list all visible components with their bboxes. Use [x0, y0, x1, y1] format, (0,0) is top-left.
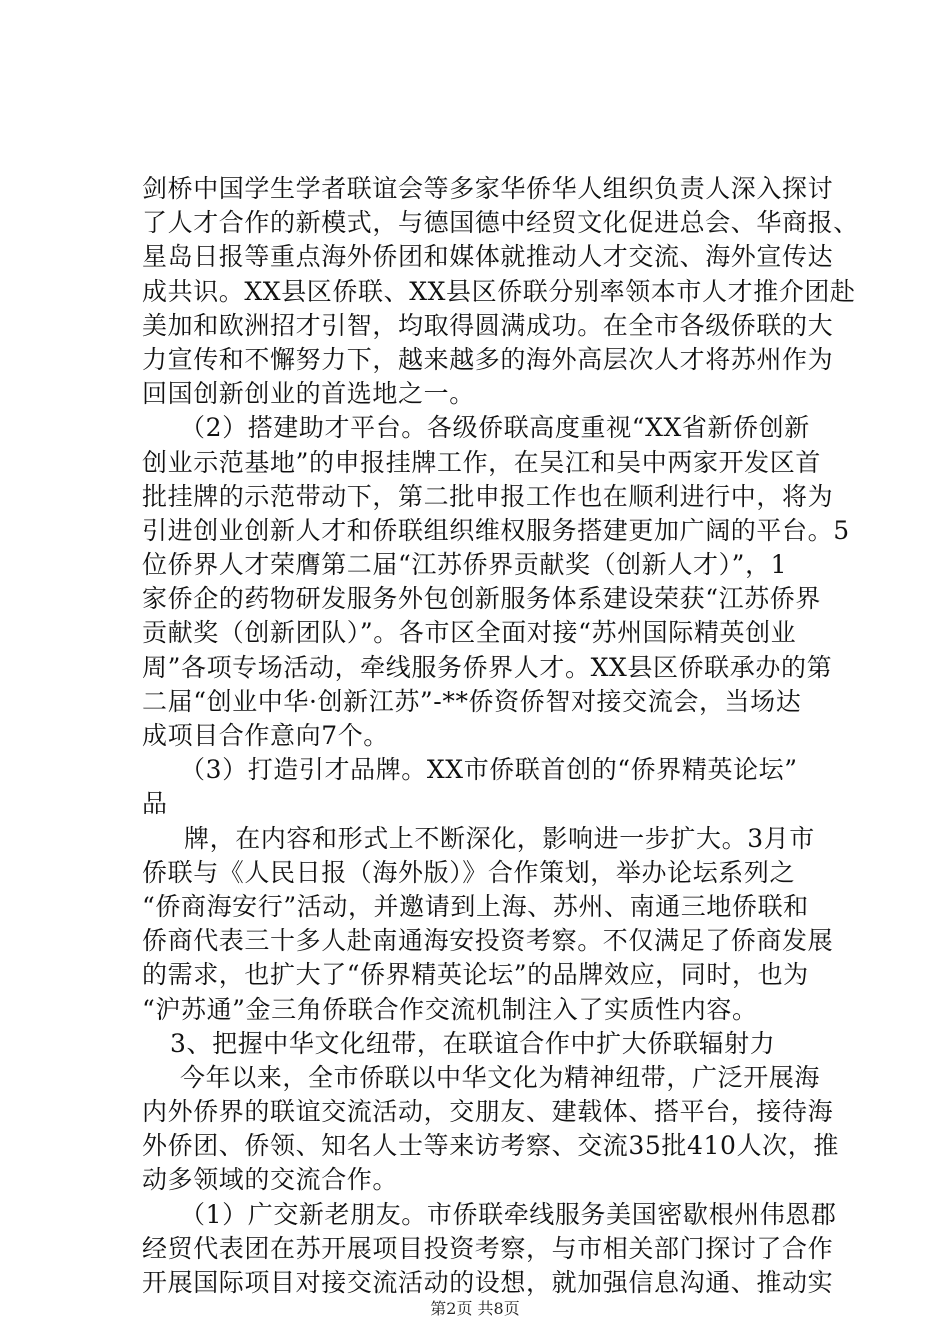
text-line: 美加和欧洲招才引智，均取得圆满成功。在全市各级侨联的大: [142, 310, 834, 340]
text-line: 经贸代表团在苏开展项目投资考察，与市相关部门探讨了合作: [142, 1233, 834, 1263]
text-line: 力宣传和不懈努力下，越来越多的海外高层次人才将苏州作为: [142, 344, 834, 374]
text-line: 成共识。XX县区侨联、XX县区侨联分别率领本市人才推介团赴: [142, 276, 856, 306]
text-line: 侨商代表三十多人赴南通海安投资考察。不仅满足了侨商发展: [142, 926, 834, 956]
text-line: 了人才合作的新模式，与德国德中经贸文化促进总会、华商报、: [142, 208, 859, 238]
text-line: 侨联与《人民日报（海外版）》合作策划，举办论坛系列之: [142, 857, 796, 887]
text-line: （1）广交新老朋友。市侨联牵线服务美国密歇根州伟恩郡: [180, 1199, 837, 1229]
page-footer: 第2页 共8页: [430, 1299, 520, 1318]
text-line: 动多领域的交流合作。: [142, 1165, 399, 1195]
text-line: （2）搭建助才平台。各级侨联高度重视“XX省新侨创新: [180, 413, 810, 443]
text-line: 成项目合作意向7个。: [142, 721, 389, 750]
text-line: 二届“创业中华·创新江苏”-**侨资侨智对接交流会，当场达: [142, 686, 802, 716]
text-line: 周”各项专场活动，牵线服务侨界人才。XX县区侨联承办的第: [142, 652, 833, 682]
text-line: 今年以来，全市侨联以中华文化为精神纽带，广泛开展海: [180, 1062, 821, 1092]
text-line: 星岛日报等重点海外侨团和媒体就推动人才交流、海外宣传达: [142, 242, 834, 272]
section-heading: 3、把握中华文化纽带，在联谊合作中扩大侨联辐射力: [170, 1028, 776, 1058]
text-line: 品: [142, 789, 168, 819]
text-line: “侨商海安行”活动，并邀请到上海、苏州、南通三地侨联和: [142, 891, 809, 921]
text-line: 剑桥中国学生学者联谊会等多家华侨华人组织负责人深入探讨: [142, 174, 834, 203]
text-line: 的需求，也扩大了“侨界精英论坛”的品牌效应，同时，也为: [142, 960, 809, 990]
text-line: （3）打造引才品牌。XX市侨联首创的“侨界精英论坛”: [180, 755, 798, 785]
text-line: 回国创新创业的首选地之一。: [142, 379, 475, 409]
text-line: 内外侨界的联谊交流活动，交朋友、建载体、搭平台，接待海: [142, 1097, 834, 1127]
text-line: 贡献奖（创新团队）”。各市区全面对接“苏州国际精英创业: [142, 618, 797, 648]
text-line: 引进创业创新人才和侨联组织维权服务搭建更加广阔的平台。5: [142, 515, 850, 545]
text-line: 创业示范基地”的申报挂牌工作，在吴江和吴中两家开发区首: [142, 447, 821, 477]
document-body: [142, 172, 859, 1300]
text-line: 开展国际项目对接交流活动的设想，就加强信息沟通、推动实: [142, 1268, 834, 1297]
text-line: 批挂牌的示范带动下，第二批申报工作也在顺利进行中，将为: [142, 481, 834, 511]
text-line: 外侨团、侨领、知名人士等来访考察、交流35批410人次，推: [142, 1131, 839, 1161]
text-line: 家侨企的药物研发服务外包创新服务体系建设荣获“江苏侨界: [142, 584, 821, 614]
text-line: 牌，在内容和形式上不断深化，影响进一步扩大。3月市: [184, 823, 815, 853]
text-line: 位侨界人才荣膺第二届“江苏侨界贡献奖（创新人才）”，1: [142, 550, 788, 580]
text-line: “沪苏通”金三角侨联合作交流机制注入了实质性内容。: [142, 994, 758, 1024]
